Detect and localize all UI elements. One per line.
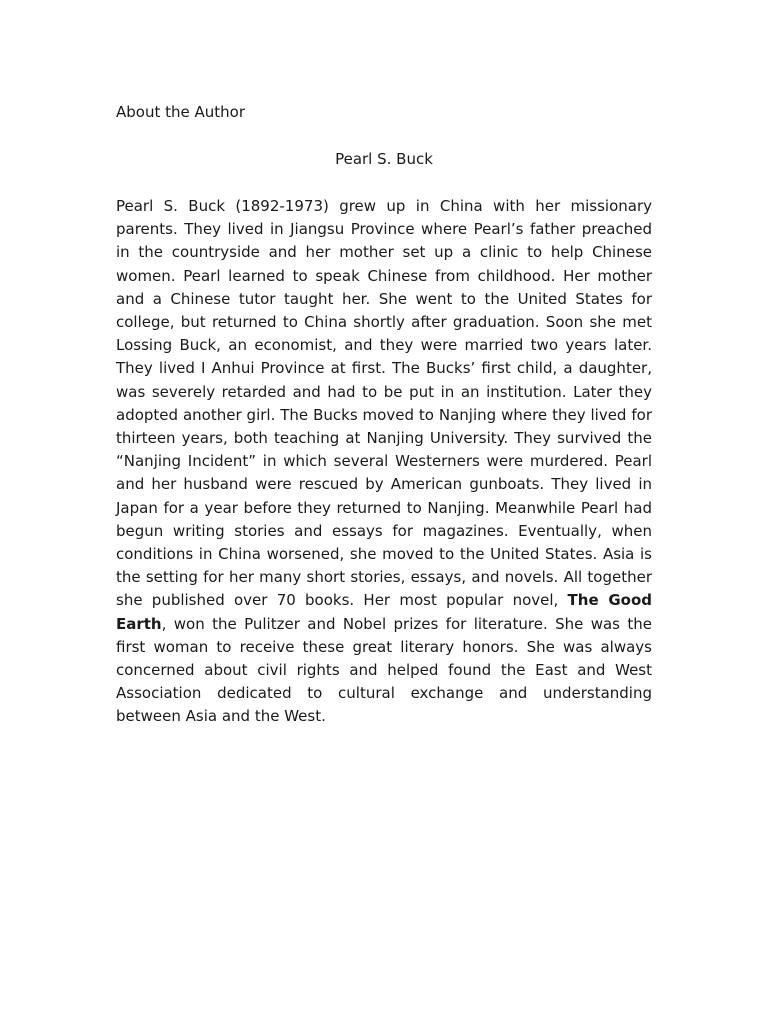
bio-text-part-2: , won the Pulitzer and Nobel prizes for literature. She was the first woman to receive these great literary honors. She was always concerned about civil rights and helped found the East and West Association dedicated to cultural exchange and understanding between Asia and the West. <box>116 614 652 726</box>
author-name: Pearl S. Buck <box>335 150 433 168</box>
author-bio-paragraph <box>116 195 652 729</box>
bio-text-part-1: Pearl S. Buck (1892-1973) grew up in China with her missionary parents. They lived in Jiangsu Province where Pearl’s father preached in the countryside and her mother set up a clinic to help Chinese women. Pearl learned to speak Chinese from childhood. Her mother and a Chinese tutor taught her. She went to the United States for college, but returned to China shortly after graduation. Soon she met Lossing Buck, an economist, and they were married two years later. They lived I Anhui Province at first. The Bucks’ first child, a daughter, was severely retarded and had to be put in an institution. Later they adopted another girl. The Bucks moved to Nanjing where they lived for thirteen years, both teaching at Nanjing University. They survived the “Nanjing Incident” in which several Westerners were murdered. Pearl and her husband were rescued by American gunboats. They lived in Japan for a year before they returned to Nanjing. Meanwhile Pearl had begun writing stories and essays for magazines. Eventually, when conditions in China worsened, she moved to the United States. Asia is the setting for her many short stories, essays, and novels. All together she published over 70 books. Her most popular novel, <box>116 197 652 610</box>
document-page <box>116 102 652 729</box>
section-heading: About the Author <box>116 103 246 121</box>
book-title: The Good Earth <box>116 591 652 633</box>
